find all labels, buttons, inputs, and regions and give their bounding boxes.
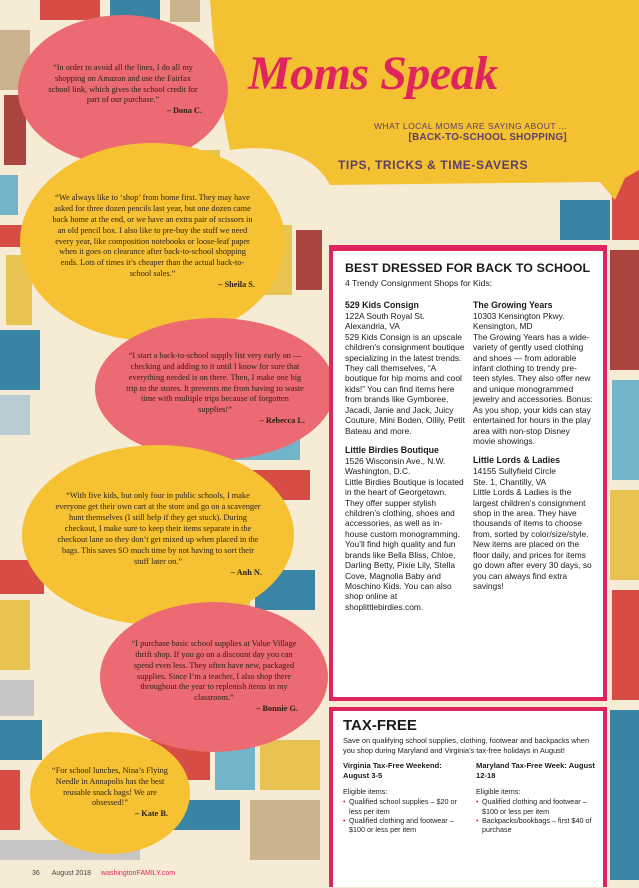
store-address-2: Alexandria, VA — [345, 321, 400, 332]
store-entry — [345, 300, 465, 436]
store-name: Little Birdies Boutique — [345, 444, 439, 455]
quote-text: “With five kids, but only four in public schools, I make everyone get their own cart at the store and go on a scavenger hunt themselves (I still help if they get stuck). During checkout, I make sure to keep their items separate in the checkout lane so they don’t get mixed up when placed in the bags. This saves SO much time by not having to sort their stuff later on.” — [55, 491, 261, 566]
eligible-label: Eligible items: — [343, 786, 388, 796]
list-item: • Qualified school supplies – $20 or less per item — [343, 797, 462, 816]
quote-bubble-dona — [18, 15, 228, 165]
page-title: Moms Speak — [248, 47, 498, 100]
quote-author: – Sheila S. — [218, 280, 255, 290]
store-address-2: Ste. 1, Chantilly, VA — [473, 476, 547, 487]
subtitle-line-2: [BACK-TO-SCHOOL SHOPPING] — [408, 132, 567, 143]
virginia-column — [343, 761, 462, 835]
quote-author: – Dona C. — [166, 106, 202, 116]
best-dressed-panel — [329, 245, 607, 701]
store-address-1: 1526 Wisconsin Ave., N.W. — [345, 455, 446, 466]
store-name: Little Lords & Ladies — [473, 455, 561, 466]
store-description: The Growing Years has a wide-variety of gently used clothing and shoes — from adorable infant clothing to trendy pre-teen styles. They also offer new and unique monogrammed jewelry and accessories. Bonus: As you shop, your kids can stay entertained for hours in the play area with non-stop Disney movie showings. — [473, 331, 593, 446]
store-address-1: 14155 Sullyfield Circle — [473, 466, 556, 477]
page-footer — [32, 870, 175, 877]
subtitle-line-1: WHAT LOCAL MOMS ARE SAYING ABOUT ... — [374, 121, 567, 131]
virginia-title: Virginia Tax-Free Weekend: August 3-5 — [343, 761, 442, 781]
list-item: • Qualified clothing and footwear – $100 or less per item — [343, 816, 462, 835]
site-link[interactable]: washingtonFAMILY.com — [101, 870, 176, 877]
store-description: 529 Kids Consign is an upscale children’s consignment boutique specializing in the latest trends. They call themselves, “A boutique for hip moms and cool kids!” You can find items here from brands like Gymboree, Jacadi, Janie and Jack, Juicy Couture, Mini Boden, Oilily, Petit Bateau and more. — [345, 331, 465, 436]
quote-author: – Rebecca L. — [259, 416, 305, 426]
tax-free-panel — [329, 707, 607, 887]
subtitle-line-3: TIPS, TRICKS & TIME-SAVERS — [338, 158, 529, 172]
quote-author: – Anh N. — [230, 567, 262, 577]
list-item: • Backpacks/bookbags – first $40 of purchase — [476, 816, 595, 835]
store-entry — [473, 300, 593, 446]
store-column-left — [345, 300, 465, 621]
store-description: Little Birdies Boutique is located in the heart of Georgetown. They offer supper stylish children’s clothing, shoes and accessories, as well as in-house custom monogramming. You’ll find high quality and fun brands like Bella Bliss, Chloe, Darling Betty, Pixie Lily, Stella Cove, Magnolia Baby and Moschino Kids. You can also shop online at shoplittlebirdies.com. — [345, 476, 464, 612]
store-address-2: Kensington, MD — [473, 321, 533, 332]
store-name: 529 Kids Consign — [345, 300, 419, 310]
store-description: Little Lords & Ladies is the largest children’s consignment shop in the area. They have thousands of items to choose from, sorted by color/size/style. New items are placed on the floor daily, and prices for items go down after every 30 days, so you can always find extra savings! — [473, 487, 592, 591]
quote-text: “We always like to ‘shop’ from home first. They may have asked for three dozen pencils last year, but one dozen came back home at the end, or we have an extra pair of scissors in an old pencil box. I also like to pre-buy the stuff we need every year, like composition notebooks or loose-leaf paper when it goes on clearance after back-to-school shopping ends. Lots of times it’s cheaper than the actual back-to-school sales.” — [52, 192, 253, 279]
store-address-2: Washington, D.C. — [345, 466, 411, 477]
quote-text: “In order to avoid all the lines, I do all my shopping on Amazon and use the Fairfax school link, which gives the school credit for part of our purchase.” — [48, 62, 198, 105]
quote-text: “I purchase basic school supplies at Value Village thrift shop. If you go on a discount day you can spend even less. They often have new, packaged supplies. Since I’m a teacher, I also shop there throughout the year to replenish items in my classroom.” — [131, 638, 297, 703]
quote-bubble-bonnie — [100, 602, 328, 752]
tax-free-heading: TAX-FREE — [343, 717, 417, 734]
tax-free-description: Save on qualifying school supplies, clothing, footwear and backpacks when you shop during Maryland and Virginia’s tax-free holidays in August! — [343, 736, 590, 755]
list-item: • Qualified clothing and footwear – $100 or less per item — [476, 797, 595, 816]
quote-author: – Bonnie G. — [256, 704, 298, 714]
quote-bubble-anh — [22, 445, 294, 625]
eligible-list — [476, 797, 595, 834]
page-number: 36 — [32, 870, 40, 877]
store-address-1: 122A South Royal St. — [345, 310, 425, 321]
store-address-1: 10303 Kensington Pkwy. — [473, 310, 565, 321]
store-entry — [473, 455, 593, 591]
best-dressed-heading: BEST DRESSED FOR BACK TO SCHOOL — [345, 261, 591, 275]
best-dressed-intro: 4 Trendy Consignment Shops for Kids: — [345, 278, 493, 288]
issue-month: August 2018 — [51, 870, 92, 877]
quote-text: “For school lunches, Nina’s Flying Needle in Annapolis has the best reusable snack bags! We are obsessed!” — [52, 765, 168, 808]
quote-text: “I start a back-to-school supply list very early on — checking and adding to it until I know for sure that everything needed is on there. Then, I make one big trip to the stores. It prevents me from having to waste time with multiple trips because of forgotten supplies!” — [126, 350, 304, 415]
quote-bubble-sheila — [20, 143, 285, 341]
eligible-label: Eligible items: — [476, 786, 521, 796]
quote-author: – Kate B. — [135, 809, 168, 819]
maryland-title: Maryland Tax-Free Week: August 12-18 — [476, 761, 595, 781]
eligible-list — [343, 797, 462, 834]
store-entry — [345, 445, 465, 612]
quote-bubble-kate — [30, 732, 190, 854]
store-column-right — [473, 300, 593, 621]
store-name: The Growing Years — [473, 300, 553, 310]
maryland-column — [476, 761, 595, 835]
quote-bubble-rebecca — [95, 318, 335, 460]
